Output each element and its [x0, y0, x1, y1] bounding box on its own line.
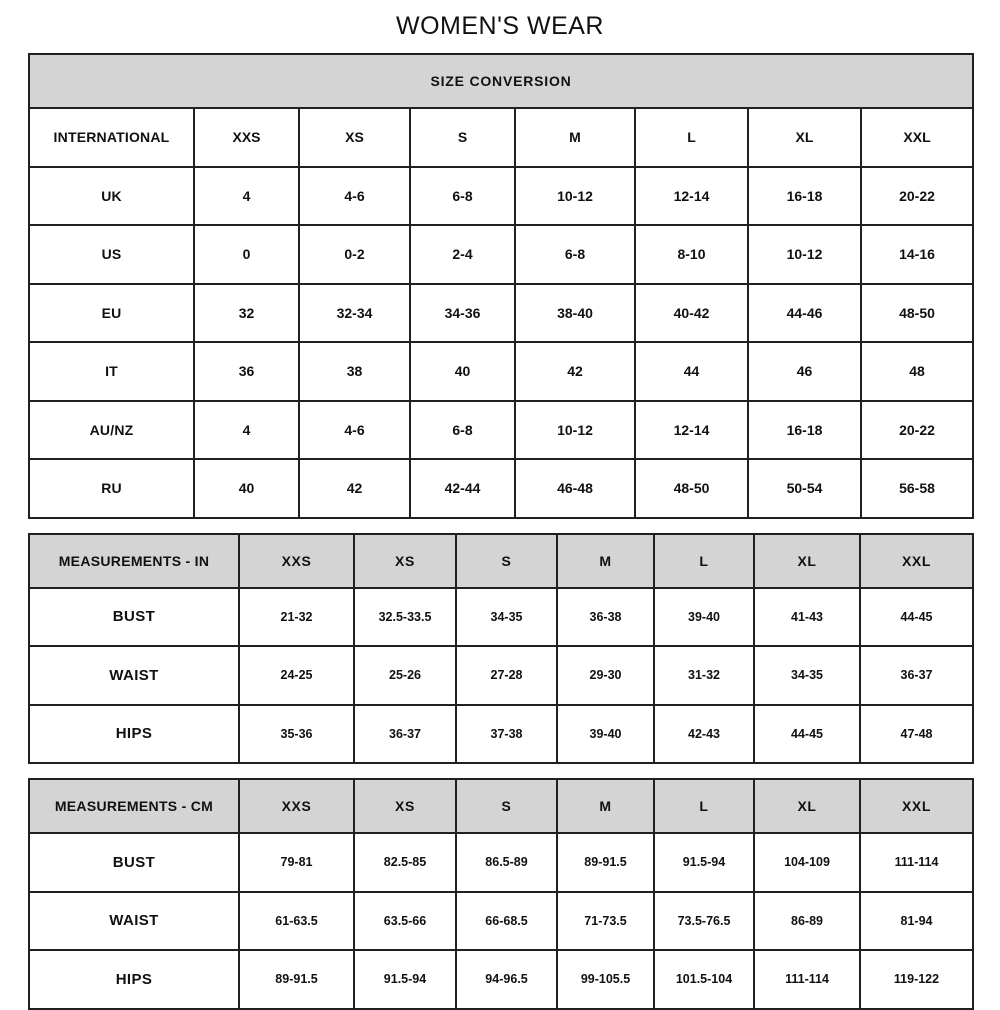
- table-cell: 36-37: [860, 646, 973, 705]
- table-cell: 111-114: [754, 950, 860, 1009]
- column-header-m: M: [557, 534, 654, 588]
- table-cell: 12-14: [635, 401, 748, 460]
- table-cell: 36-38: [557, 588, 654, 647]
- table-cell: 34-36: [410, 284, 515, 343]
- row-label: UK: [29, 167, 194, 226]
- column-header-xxs: XXS: [239, 779, 354, 833]
- row-label: US: [29, 225, 194, 284]
- row-label: BUST: [29, 833, 239, 892]
- row-label: BUST: [29, 588, 239, 647]
- table-cell: 6-8: [410, 401, 515, 460]
- row-label: RU: [29, 459, 194, 518]
- table-cell: 35-36: [239, 705, 354, 764]
- measurements-inches-table: [28, 533, 974, 765]
- table-row: [29, 284, 973, 343]
- table-cell: 47-48: [860, 705, 973, 764]
- table-row: [29, 401, 973, 460]
- table-cell: 32: [194, 284, 299, 343]
- table-row: [29, 779, 973, 833]
- table-cell: 4-6: [299, 401, 410, 460]
- table-cell: 4: [194, 167, 299, 226]
- table-cell: 104-109: [754, 833, 860, 892]
- table-cell: 41-43: [754, 588, 860, 647]
- table-cell: 73.5-76.5: [654, 892, 754, 951]
- table-cell: 37-38: [456, 705, 557, 764]
- table-cell: 44: [635, 342, 748, 401]
- table-cell: 34-35: [754, 646, 860, 705]
- table-row: [29, 646, 973, 705]
- table-row: [29, 225, 973, 284]
- table-cell: 0: [194, 225, 299, 284]
- table-cell: 94-96.5: [456, 950, 557, 1009]
- page-title: WOMEN'S WEAR: [396, 12, 604, 40]
- table-cell: 6-8: [515, 225, 635, 284]
- table-cell: 10-12: [515, 401, 635, 460]
- table-cell: 25-26: [354, 646, 456, 705]
- table-cell: 0-2: [299, 225, 410, 284]
- table-cell: 4-6: [299, 167, 410, 226]
- column-header-international: INTERNATIONAL: [29, 108, 194, 167]
- row-label: WAIST: [29, 892, 239, 951]
- column-header-xxl: XXL: [860, 534, 973, 588]
- table-cell: 29-30: [557, 646, 654, 705]
- table-cell: 89-91.5: [239, 950, 354, 1009]
- table-row: [29, 534, 973, 588]
- table-row: [29, 54, 973, 108]
- table-cell: 32.5-33.5: [354, 588, 456, 647]
- table-cell: 40: [194, 459, 299, 518]
- column-header-xl: XL: [754, 534, 860, 588]
- table-cell: 42: [515, 342, 635, 401]
- column-header-m: M: [515, 108, 635, 167]
- row-label: WAIST: [29, 646, 239, 705]
- row-label: HIPS: [29, 705, 239, 764]
- table-row: [29, 588, 973, 647]
- table-cell: 111-114: [860, 833, 973, 892]
- column-header-xxs: XXS: [194, 108, 299, 167]
- column-header-xxl: XXL: [860, 779, 973, 833]
- size-conversion-table: [28, 53, 974, 519]
- table-cell: 101.5-104: [654, 950, 754, 1009]
- size-conversion-banner: SIZE CONVERSION: [29, 54, 973, 108]
- table-cell: 46-48: [515, 459, 635, 518]
- table-cell: 119-122: [860, 950, 973, 1009]
- table-cell: 16-18: [748, 167, 861, 226]
- column-header-xl: XL: [754, 779, 860, 833]
- column-header-l: L: [654, 534, 754, 588]
- measurements-cm-table: [28, 778, 974, 1010]
- table-row: [29, 108, 973, 167]
- table-row: [29, 705, 973, 764]
- column-header-xxl: XXL: [861, 108, 973, 167]
- column-header-xs: XS: [299, 108, 410, 167]
- table-cell: 66-68.5: [456, 892, 557, 951]
- table-cell: 82.5-85: [354, 833, 456, 892]
- table-cell: 86-89: [754, 892, 860, 951]
- table-cell: 38-40: [515, 284, 635, 343]
- table-cell: 63.5-66: [354, 892, 456, 951]
- table-cell: 42-44: [410, 459, 515, 518]
- column-header-s: S: [456, 534, 557, 588]
- table-cell: 10-12: [748, 225, 861, 284]
- table-cell: 14-16: [861, 225, 973, 284]
- table-cell: 91.5-94: [654, 833, 754, 892]
- table-cell: 16-18: [748, 401, 861, 460]
- table-cell: 20-22: [861, 401, 973, 460]
- table-cell: 36-37: [354, 705, 456, 764]
- table-cell: 56-58: [861, 459, 973, 518]
- table-cell: 27-28: [456, 646, 557, 705]
- row-label: IT: [29, 342, 194, 401]
- table-cell: 32-34: [299, 284, 410, 343]
- table-cell: 81-94: [860, 892, 973, 951]
- table-cell: 48: [861, 342, 973, 401]
- table-cell: 8-10: [635, 225, 748, 284]
- row-label: EU: [29, 284, 194, 343]
- table-cell: 34-35: [456, 588, 557, 647]
- table-cell: 12-14: [635, 167, 748, 226]
- table-cell: 44-46: [748, 284, 861, 343]
- measurements-in-title: MEASUREMENTS - IN: [29, 534, 239, 588]
- table-row: [29, 342, 973, 401]
- column-header-xs: XS: [354, 534, 456, 588]
- table-cell: 42: [299, 459, 410, 518]
- table-cell: 91.5-94: [354, 950, 456, 1009]
- table-cell: 31-32: [654, 646, 754, 705]
- table-row: [29, 833, 973, 892]
- column-header-s: S: [456, 779, 557, 833]
- table-cell: 89-91.5: [557, 833, 654, 892]
- table-cell: 38: [299, 342, 410, 401]
- table-cell: 99-105.5: [557, 950, 654, 1009]
- table-cell: 36: [194, 342, 299, 401]
- table-cell: 48-50: [861, 284, 973, 343]
- table-cell: 21-32: [239, 588, 354, 647]
- measurements-cm-title: MEASUREMENTS - CM: [29, 779, 239, 833]
- row-label: AU/NZ: [29, 401, 194, 460]
- table-cell: 44-45: [860, 588, 973, 647]
- table-cell: 79-81: [239, 833, 354, 892]
- table-cell: 61-63.5: [239, 892, 354, 951]
- column-header-l: L: [635, 108, 748, 167]
- table-row: [29, 459, 973, 518]
- table-row: [29, 892, 973, 951]
- table-cell: 71-73.5: [557, 892, 654, 951]
- table-cell: 40-42: [635, 284, 748, 343]
- column-header-s: S: [410, 108, 515, 167]
- table-cell: 6-8: [410, 167, 515, 226]
- column-header-m: M: [557, 779, 654, 833]
- table-cell: 10-12: [515, 167, 635, 226]
- table-cell: 4: [194, 401, 299, 460]
- column-header-xs: XS: [354, 779, 456, 833]
- table-cell: 46: [748, 342, 861, 401]
- table-cell: 39-40: [654, 588, 754, 647]
- table-cell: 39-40: [557, 705, 654, 764]
- table-cell: 24-25: [239, 646, 354, 705]
- column-header-xxs: XXS: [239, 534, 354, 588]
- table-row: [29, 167, 973, 226]
- table-cell: 20-22: [861, 167, 973, 226]
- table-cell: 44-45: [754, 705, 860, 764]
- table-cell: 86.5-89: [456, 833, 557, 892]
- column-header-l: L: [654, 779, 754, 833]
- table-cell: 50-54: [748, 459, 861, 518]
- table-cell: 42-43: [654, 705, 754, 764]
- row-label: HIPS: [29, 950, 239, 1009]
- table-cell: 2-4: [410, 225, 515, 284]
- table-cell: 40: [410, 342, 515, 401]
- table-cell: 48-50: [635, 459, 748, 518]
- column-header-xl: XL: [748, 108, 861, 167]
